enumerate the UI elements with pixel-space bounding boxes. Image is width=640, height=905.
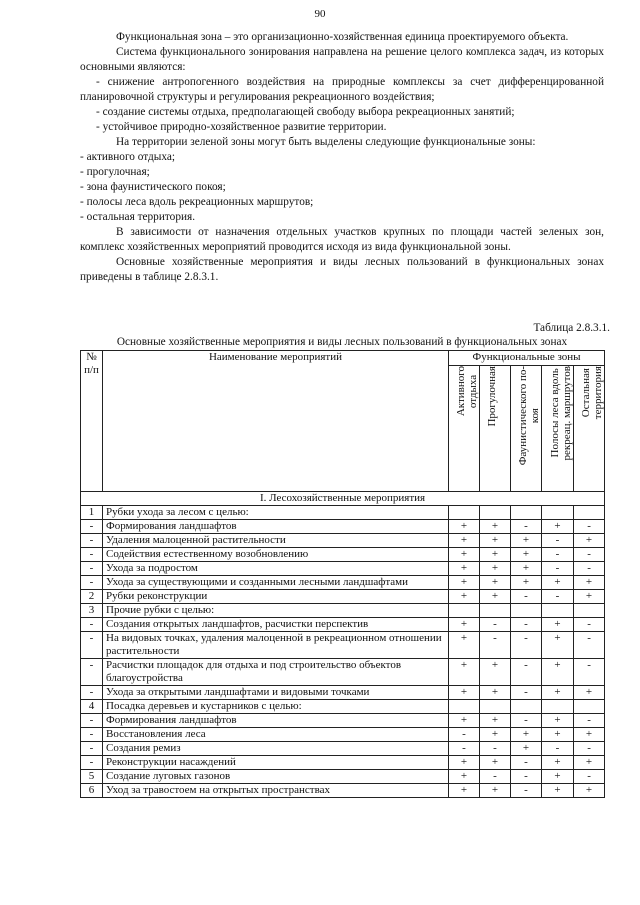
zone-mark: + (449, 770, 480, 784)
zone-mark: - (511, 784, 542, 798)
table-row (81, 604, 605, 618)
paragraph: - снижение антропогенного воздействия на природные комплексы за счет дифференцированной планировочной структуры и регулирования рекреационного воздействия; (80, 76, 604, 103)
measure-name: Рубки реконструкции (103, 590, 449, 604)
zone-mark (542, 604, 574, 618)
paragraph: - зона фаунистического покоя; (80, 181, 226, 193)
zone-mark: + (574, 590, 605, 604)
table-row (81, 784, 605, 798)
zone-header-label: Остальная территория (580, 366, 605, 420)
zone-mark: - (542, 742, 574, 756)
measure-name: Ухода за существующими и созданными лесными ландшафтами (103, 576, 449, 590)
table-row (81, 562, 605, 576)
row-number: - (81, 562, 103, 576)
zone-mark: - (511, 686, 542, 700)
zone-mark: + (480, 714, 511, 728)
zone-header-label: Прогулочная (486, 366, 498, 427)
zone-mark: - (511, 714, 542, 728)
row-number: - (81, 548, 103, 562)
zone-mark: - (511, 756, 542, 770)
zone-mark (449, 700, 480, 714)
zone-mark: + (449, 618, 480, 632)
table-row (81, 548, 605, 562)
zone-mark: - (542, 534, 574, 548)
zone-header-label: Полосы леса вдоль рекреац. маршрутов (548, 366, 573, 461)
table-row (81, 714, 605, 728)
zone-mark: + (480, 686, 511, 700)
zone-mark: - (480, 742, 511, 756)
measure-name: Рубки ухода за лесом с целью: (103, 506, 449, 520)
zone-mark (511, 604, 542, 618)
measure-name: Ухода за подростом (103, 562, 449, 576)
zone-mark: + (480, 576, 511, 590)
zone-mark: - (480, 618, 511, 632)
zone-header (480, 366, 511, 492)
measure-name: Реконструкции насаждений (103, 756, 449, 770)
zone-mark: + (449, 756, 480, 770)
table-row (81, 686, 605, 700)
zone-mark: - (511, 520, 542, 534)
measure-name: На видовых точках, удаления малоценной в рекреационном отношении растительности (103, 632, 449, 659)
table-row (81, 520, 605, 534)
zone-mark: + (542, 728, 574, 742)
zone-mark (480, 700, 511, 714)
measure-name: Прочие рубки с целью: (103, 604, 449, 618)
paragraph: - полосы леса вдоль рекреационных маршрутов; (80, 196, 314, 208)
zone-mark: - (574, 548, 605, 562)
body-text (80, 30, 604, 285)
zone-mark (542, 700, 574, 714)
row-number: 1 (81, 506, 103, 520)
zone-mark: + (542, 632, 574, 659)
zone-mark: + (574, 756, 605, 770)
zone-mark (480, 604, 511, 618)
section-title: I. Лесохозяйственные мероприятия (81, 492, 605, 506)
zone-mark: - (574, 659, 605, 686)
zone-mark: + (480, 562, 511, 576)
zone-mark: + (480, 548, 511, 562)
row-number: - (81, 576, 103, 590)
zone-mark: + (542, 618, 574, 632)
zone-mark: + (574, 686, 605, 700)
table-row (81, 742, 605, 756)
paragraph: - активного отдыха; (80, 151, 176, 163)
paragraph: В зависимости от назначения отдельных участков крупных по площади частей зеленых зон, комплекс хозяйственных мероприятий проводится исходя из вида функциональной зоны. (80, 226, 604, 253)
zone-mark: - (574, 562, 605, 576)
zone-mark: + (542, 756, 574, 770)
name-header: Наименование мероприятий (103, 351, 449, 492)
table-row (81, 632, 605, 659)
measure-name: Восстановления леса (103, 728, 449, 742)
measure-name: Уход за травостоем на открытых пространствах (103, 784, 449, 798)
zone-mark (449, 506, 480, 520)
zone-mark: + (480, 756, 511, 770)
zone-mark: - (542, 562, 574, 576)
paragraph: Система функционального зонирования направлена на решение целого комплекса задач, из которых основными являются: (80, 46, 604, 73)
zone-mark: + (480, 520, 511, 534)
paragraph: - остальная территория. (80, 211, 196, 223)
measure-name: Удаления малоценной растительности (103, 534, 449, 548)
zone-mark: - (480, 770, 511, 784)
zone-header (574, 366, 605, 492)
measures-table (80, 350, 605, 798)
zone-mark: + (511, 576, 542, 590)
measure-name: Расчистки площадок для отдыха и под строительство объектов благоустройства (103, 659, 449, 686)
zone-mark: + (542, 576, 574, 590)
zone-mark (511, 700, 542, 714)
zone-header (542, 366, 574, 492)
zone-mark: - (511, 590, 542, 604)
zone-mark: + (449, 534, 480, 548)
zone-mark: + (542, 784, 574, 798)
row-number: - (81, 756, 103, 770)
row-number: - (81, 534, 103, 548)
zone-mark: + (449, 632, 480, 659)
zone-mark: - (542, 548, 574, 562)
zone-mark: + (511, 534, 542, 548)
zone-mark: + (449, 520, 480, 534)
zone-header-label: Активного отдыха (455, 366, 479, 417)
zone-mark: + (480, 728, 511, 742)
row-number: - (81, 742, 103, 756)
zone-mark: + (542, 770, 574, 784)
zone-mark (511, 506, 542, 520)
zone-mark (574, 700, 605, 714)
zone-mark: + (480, 590, 511, 604)
table-row (81, 618, 605, 632)
table-row (81, 534, 605, 548)
table-row (81, 576, 605, 590)
table-row (81, 590, 605, 604)
table-row (81, 756, 605, 770)
zone-mark: + (449, 562, 480, 576)
table-row (81, 659, 605, 686)
zone-mark: + (574, 534, 605, 548)
row-number: 3 (81, 604, 103, 618)
paragraph: Основные хозяйственные мероприятия и виды лесных пользований в функциональных зонах приведены в таблице 2.8.3.1. (80, 256, 604, 283)
zone-mark: - (511, 632, 542, 659)
zone-mark: - (511, 770, 542, 784)
measure-name: Ухода за открытыми ландшафтами и видовыми точками (103, 686, 449, 700)
measure-name: Формирования ландшафтов (103, 714, 449, 728)
paragraph: - устойчивое природно-хозяйственное развитие территории. (96, 121, 387, 133)
paragraph: - создание системы отдыха, предполагающей свободу выбора рекреационных занятий; (96, 106, 515, 118)
row-number: - (81, 728, 103, 742)
zone-mark: + (449, 590, 480, 604)
zone-mark: + (511, 548, 542, 562)
measure-name: Создания открытых ландшафтов, расчистки перспектив (103, 618, 449, 632)
zone-mark: + (574, 728, 605, 742)
zone-mark: - (574, 520, 605, 534)
measure-name: Формирования ландшафтов (103, 520, 449, 534)
zone-mark: + (449, 576, 480, 590)
table-row (81, 770, 605, 784)
zone-mark: - (511, 618, 542, 632)
measure-name: Содействия естественному возобновлению (103, 548, 449, 562)
row-number: 4 (81, 700, 103, 714)
zone-mark (449, 604, 480, 618)
zone-mark (480, 506, 511, 520)
zone-mark: + (542, 686, 574, 700)
table-row (81, 700, 605, 714)
zone-mark: + (511, 728, 542, 742)
page-number: 90 (314, 8, 326, 20)
row-number: - (81, 686, 103, 700)
zone-mark: + (574, 784, 605, 798)
paragraph: - прогулочная; (80, 166, 150, 178)
table-row (81, 506, 605, 520)
row-number: 5 (81, 770, 103, 784)
zone-mark: + (542, 520, 574, 534)
zone-mark: + (542, 659, 574, 686)
table-row (81, 728, 605, 742)
zone-mark: - (574, 770, 605, 784)
row-number: - (81, 632, 103, 659)
zone-mark (574, 506, 605, 520)
paragraph: На территории зеленой зоны могут быть выделены следующие функциональные зоны: (116, 136, 536, 148)
zone-mark (542, 506, 574, 520)
zone-mark: + (449, 784, 480, 798)
zone-header-label: Фаунистического по- коя (517, 366, 541, 466)
row-number: - (81, 520, 103, 534)
zone-mark: - (574, 632, 605, 659)
zone-mark: - (449, 742, 480, 756)
zone-mark: - (574, 742, 605, 756)
table-title: Основные хозяйственные мероприятия и виды лесных пользований в функциональных зонах (116, 336, 568, 348)
zone-mark: + (449, 686, 480, 700)
zone-mark: + (449, 548, 480, 562)
zone-mark: - (542, 590, 574, 604)
zone-header (449, 366, 480, 492)
zone-mark: + (449, 714, 480, 728)
zone-mark (574, 604, 605, 618)
functional-zones-header: Функциональные зоны (449, 351, 605, 366)
row-number: 6 (81, 784, 103, 798)
zone-mark: + (449, 659, 480, 686)
zone-header (511, 366, 542, 492)
zone-mark: + (480, 659, 511, 686)
zone-mark: - (480, 632, 511, 659)
measure-name: Создания ремиз (103, 742, 449, 756)
zone-mark: + (511, 562, 542, 576)
zone-mark: - (449, 728, 480, 742)
measure-name: Создание луговых газонов (103, 770, 449, 784)
zone-mark: + (542, 714, 574, 728)
row-number: - (81, 618, 103, 632)
paragraph: Функциональная зона – это организационно-хозяйственная единица проектируемого объекта. (116, 31, 569, 43)
zone-mark: - (511, 659, 542, 686)
zone-mark: - (574, 618, 605, 632)
zone-mark: - (574, 714, 605, 728)
row-number: - (81, 659, 103, 686)
measure-name: Посадка деревьев и кустарников с целью: (103, 700, 449, 714)
zone-mark: + (480, 534, 511, 548)
row-number: 2 (81, 590, 103, 604)
num-header: № п/п (81, 351, 103, 492)
table-number: Таблица 2.8.3.1. (533, 322, 610, 334)
zone-mark: + (511, 742, 542, 756)
row-number: - (81, 714, 103, 728)
zone-mark: + (574, 576, 605, 590)
zone-mark: + (480, 784, 511, 798)
